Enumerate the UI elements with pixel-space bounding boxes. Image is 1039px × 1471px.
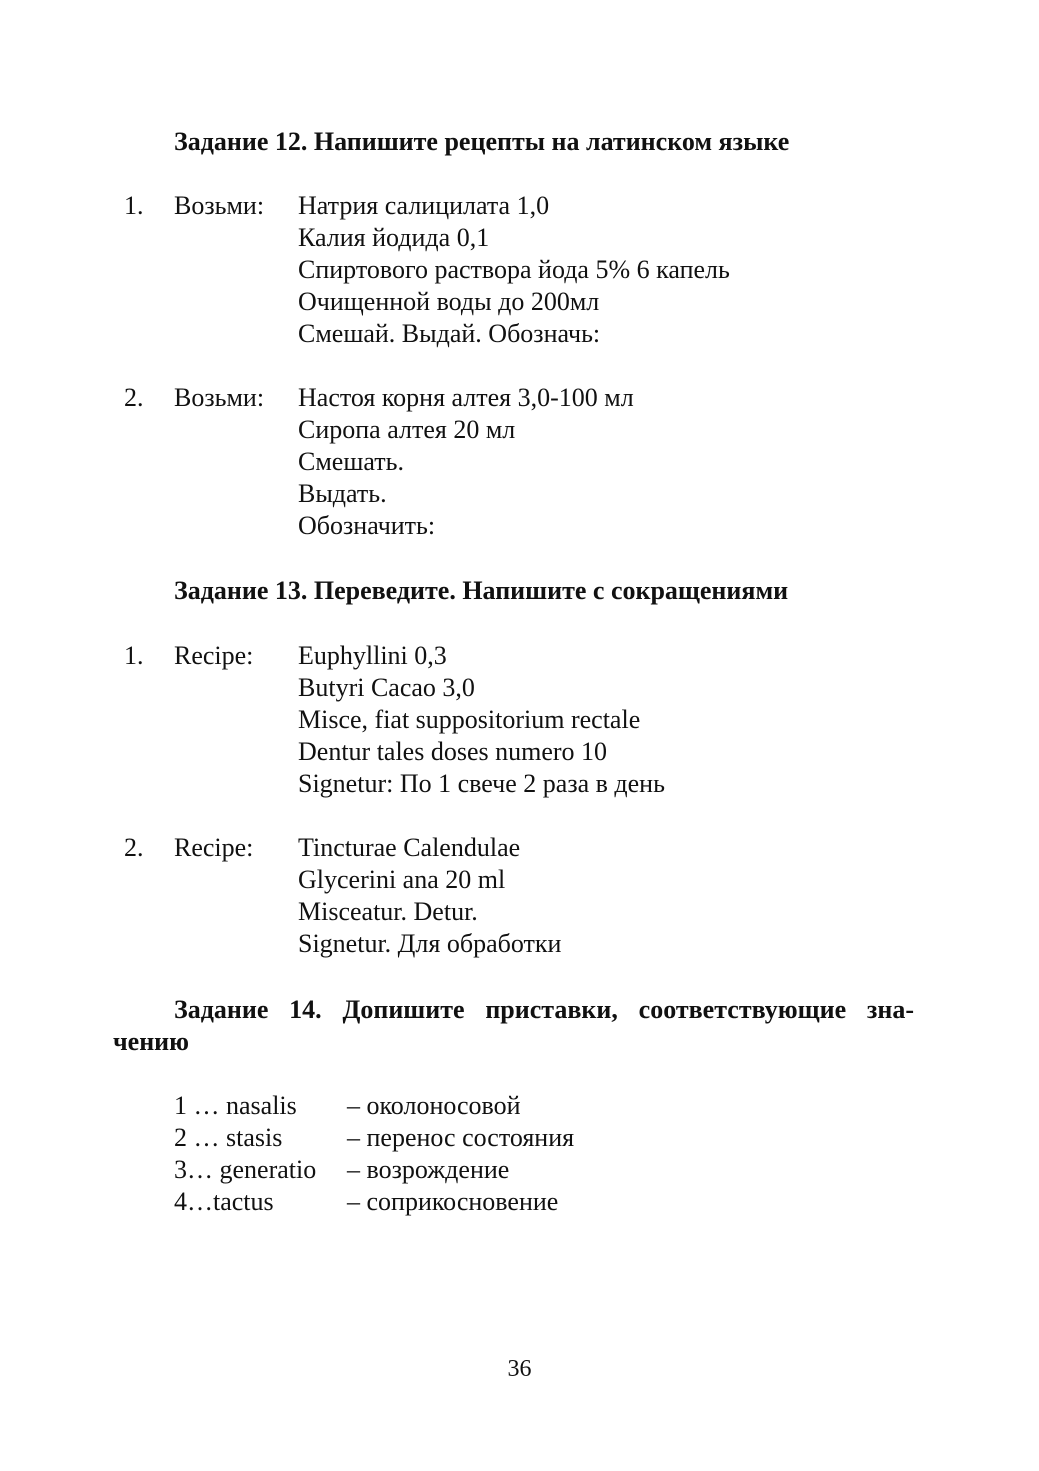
prescription-line: Смешать. [298, 447, 404, 476]
prescription-line: Выдать. [298, 479, 387, 508]
item-lead: Recipe: [174, 641, 254, 670]
prescription-line: Сиропа алтея 20 мл [298, 415, 516, 444]
task12-heading: Задание 12. Напишите рецепты на латинском языке [174, 127, 790, 156]
prefix-meaning: – околоносовой [347, 1091, 521, 1120]
task12-prescription-1 [124, 190, 824, 350]
prefix-term: 2 … stasis [174, 1123, 283, 1152]
prescription-line: Настоя корня алтея 3,0-100 мл [298, 383, 634, 412]
task14-heading-line1: Задание 14. Допишите приставки, соответствующие зна- [174, 995, 914, 1024]
item-lead: Возьми: [174, 191, 265, 220]
prescription-line: Butyri Cacao 3,0 [298, 673, 475, 702]
prescription-line: Glycerini ana 20 ml [298, 865, 506, 894]
item-lead: Возьми: [174, 383, 265, 412]
prescription-line: Euphyllini 0,3 [298, 641, 447, 670]
prefix-term: 1 … nasalis [174, 1091, 297, 1120]
task12-prescription-2 [124, 382, 824, 542]
item-number: 2. [124, 833, 144, 862]
prescription-line: Signetur: По 1 свече 2 раза в день [298, 769, 665, 798]
task13-heading: Задание 13. Переведите. Напишите с сокращениями [174, 576, 789, 605]
prescription-line: Signetur. Для обработки [298, 929, 562, 958]
task14-heading [113, 994, 914, 1058]
prescription-line: Dentur tales doses numero 10 [298, 737, 608, 766]
prescription-lines [298, 640, 898, 800]
prescription-line: Misceatur. Detur. [298, 897, 478, 926]
prescription-line: Калия йодида 0,1 [298, 223, 490, 252]
prescription-line: Обозначить: [298, 511, 436, 540]
page-number: 36 [507, 1356, 532, 1382]
prescription-line: Misce, fiat suppositorium rectale [298, 705, 641, 734]
prefix-meaning: – соприкосновение [347, 1187, 559, 1216]
prescription-lines [298, 832, 898, 960]
prefix-term: 3… generatio [174, 1155, 317, 1184]
task14-heading-line2: чению [113, 1027, 190, 1056]
item-number: 2. [124, 383, 144, 412]
prescription-line: Очищенной воды до 200мл [298, 287, 600, 316]
item-lead: Recipe: [174, 833, 254, 862]
item-number: 1. [124, 641, 144, 670]
prescription-line: Tincturae Calendulae [298, 833, 521, 862]
prescription-line: Спиртового раствора йода 5% 6 капель [298, 255, 730, 284]
task13-prescription-2 [124, 832, 824, 960]
prescription-lines [298, 382, 898, 542]
task13-prescription-1 [124, 640, 824, 800]
prefix-meaning: – перенос состояния [347, 1123, 575, 1152]
prescription-line: Смешай. Выдай. Обозначь: [298, 319, 601, 348]
item-number: 1. [124, 191, 144, 220]
prescription-line: Натрия салицилата 1,0 [298, 191, 550, 220]
prefix-term: 4…tactus [174, 1187, 274, 1216]
prefix-meaning: – возрождение [347, 1155, 510, 1184]
prescription-lines [298, 190, 898, 350]
